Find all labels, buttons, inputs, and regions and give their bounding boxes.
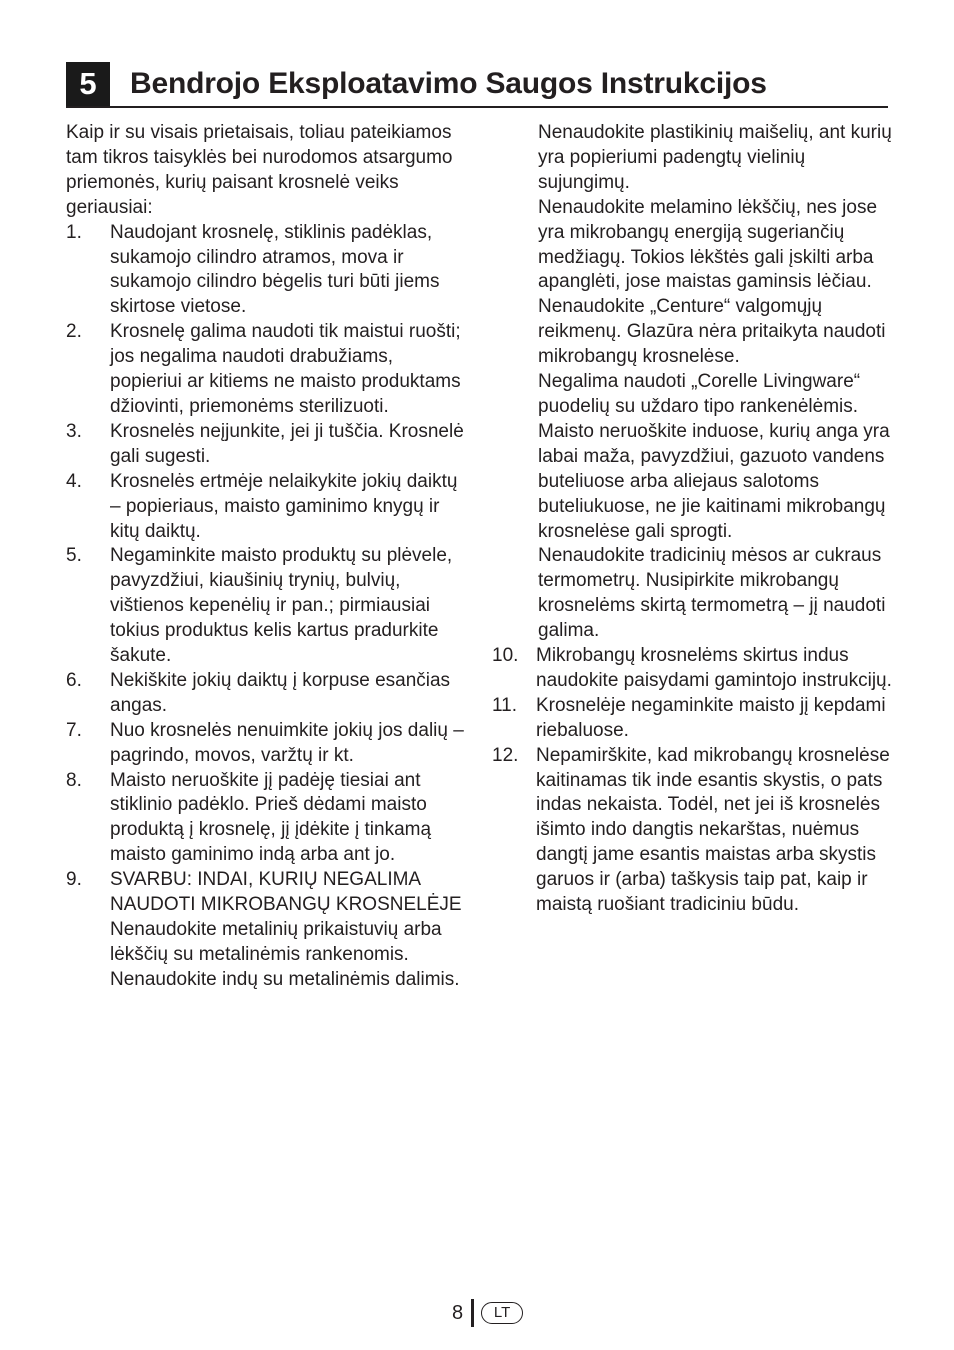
- list-item-number: 10.: [492, 645, 519, 667]
- list-item: [66, 320, 468, 420]
- list-item-text: [110, 544, 468, 669]
- list-item-paragraph: Nuo krosnelės nenuimkite jokių jos dalių – pagrindo, movos, varžtų ir kt.: [110, 719, 464, 766]
- footer-divider: [471, 1299, 474, 1327]
- list-item: [66, 719, 468, 769]
- list-item-paragraph: Krosnelėje negaminkite maisto jį kepdami riebaluose.: [536, 694, 886, 741]
- right-column: [492, 121, 892, 918]
- list-item-number: 9.: [66, 869, 82, 891]
- continuation-paragraph: Nenaudokite plastikinių maišelių, ant kurių yra popieriumi padengtų vielinių sujungimų.: [538, 122, 892, 193]
- list-item-number: 8.: [66, 769, 82, 791]
- list-item-paragraph: Maisto neruoškite jį padėję tiesiai ant stiklinio padėklo. Prieš dėdami maisto produktą į krosnelę, jį įdėkite į tinkamą maisto gaminimo indą arba ant jo.: [110, 769, 432, 866]
- list-item-text: [110, 221, 468, 321]
- list-item-paragraph: Mikrobangų krosnelėms skirtus indus naudokite paisydami gamintojo instrukcijų.: [536, 645, 892, 691]
- list-item: [66, 769, 468, 869]
- section-number-badge: 5: [66, 62, 110, 106]
- page-number: 8: [452, 1302, 464, 1324]
- list-item-number: 12.: [492, 744, 519, 766]
- list-item: [66, 544, 468, 669]
- list-item: [492, 694, 892, 744]
- continuation-paragraph: Nenaudokite melamino lėkščių, nes jose yra mikrobangų energiją sugeriančių medžiagų. Tokios lėkštės gali įskilti arba apanglėti, jose maistas gaminsis lėčiau.: [538, 196, 878, 293]
- page-footer: [452, 1299, 523, 1327]
- list-item: [66, 221, 468, 321]
- list-item-paragraph: Krosnelę galima naudoti tik maistui ruošti; jos negalima naudoti drabužiams, popieriui ar kitiems ne maisto produktams džiovinti, priemonėms sterilizuoti.: [110, 321, 461, 417]
- list-item-text: [110, 868, 468, 993]
- left-column: [66, 121, 468, 993]
- list-item: [66, 470, 468, 545]
- list-item-paragraph: Krosnelės neįjunkite, jei ji tuščia. Krosnelė gali sugesti.: [110, 420, 464, 467]
- list-item-number: 5.: [66, 545, 82, 567]
- list-item-text: [536, 744, 892, 918]
- list-item: [66, 868, 468, 993]
- list-item: [492, 744, 892, 918]
- language-badge: LT: [481, 1302, 523, 1324]
- continuation-paragraph: Negalima naudoti „Corelle Livingware“ puodelių su uždaro tipo rankenėlėmis.: [538, 371, 861, 417]
- list-item-number: 11.: [492, 694, 518, 716]
- list-item-text: [110, 320, 468, 420]
- list-item-text: [536, 644, 892, 694]
- list-item-text: [536, 694, 892, 744]
- instruction-list-left: [66, 221, 468, 993]
- list-item-number: 7.: [66, 719, 82, 741]
- list-item-number: 6.: [66, 669, 82, 691]
- page-title: Bendrojo Eksploatavimo Saugos Instrukcijos: [130, 67, 767, 100]
- list-item-text: [110, 470, 468, 545]
- list-item-number: 3.: [66, 420, 82, 442]
- list-item-paragraph: Naudojant krosnelę, stiklinis padėklas, sukamojo cilindro atramos, mova ir sukamojo cilindro bėgelis turi būti jiems skirtose vietose.: [110, 221, 440, 318]
- list-item-paragraph: Krosnelės ertmėje nelaikykite jokių daiktų – popieriaus, maisto gaminimo knygų ir kitų daiktų.: [110, 470, 458, 542]
- list-item-number: 4.: [66, 470, 82, 492]
- continuation-paragraph: Nenaudokite tradicinių mėsos ar cukraus termometrų. Nusipirkite mikrobangų krosnelėms skirtą termometrą – jį naudoti galima.: [538, 545, 886, 642]
- list-item: [66, 669, 468, 719]
- list-item-text: [110, 420, 468, 470]
- list-item-paragraph: Negaminkite maisto produktų su plėvele, pavyzdžiui, kiaušinių trynių, bulvių, vištienos kepenėlių ir pan.; pirmiausiai tokius produktus kelis kartus pradurkite šakute.: [110, 545, 453, 667]
- item-9-continuation: [492, 121, 892, 644]
- list-item-text: [110, 769, 468, 869]
- list-item-paragraph: SVARBU: INDAI, KURIŲ NEGALIMA NAUDOTI MIKROBANGŲ KROSNELĖJE: [110, 869, 462, 916]
- list-item: [492, 644, 892, 694]
- list-item-number: 1.: [66, 221, 82, 243]
- list-item-paragraph: Nekiškite jokių daiktų į korpuse esančias angas.: [110, 669, 451, 716]
- section-header: [66, 62, 888, 108]
- list-item-paragraph: Nepamirškite, kad mikrobangų krosnelėse kaitinamas tik inde esantis skystis, o pats indas nekaista. Todėl, net jei iš krosnelės išimto indo dangtis nekarštas, nuėmus dangtį jame esantis maistas arba skystis garuos ir (arba) taškysis taip pat, kaip ir maistą ruošiant tradiciniu būdu.: [536, 744, 890, 916]
- list-item-paragraph: Nenaudokite indų su metalinėmis dalimis.: [110, 968, 460, 990]
- intro-paragraph: Kaip ir su visais prietaisais, toliau pateikiamos tam tikros taisyklės bei nurodomos atsargumo priemonės, kurių paisant krosnelė veiks geriausiai:: [66, 122, 453, 218]
- continuation-paragraph: Nenaudokite „Centure“ valgomųjų reikmenų. Glazūra nėra pritaikyta naudoti mikrobangų krosnelėse.: [538, 296, 886, 368]
- list-item-text: [110, 669, 468, 719]
- list-item-paragraph: Nenaudokite metalinių prikaistuvių arba lėkščių su metalinėmis rankenomis.: [110, 919, 442, 965]
- list-item-number: 2.: [66, 321, 82, 343]
- continuation-paragraph: Maisto neruoškite induose, kurių anga yra labai maža, pavyzdžiui, gazuoto vandens buteliuose arba aliejaus salotoms buteliukuose, ne jie kaitinami mikrobangų krosnelėse gali sprogti.: [538, 420, 890, 542]
- list-item: [66, 420, 468, 470]
- instruction-list-right: [492, 644, 892, 918]
- list-item-text: [110, 719, 468, 769]
